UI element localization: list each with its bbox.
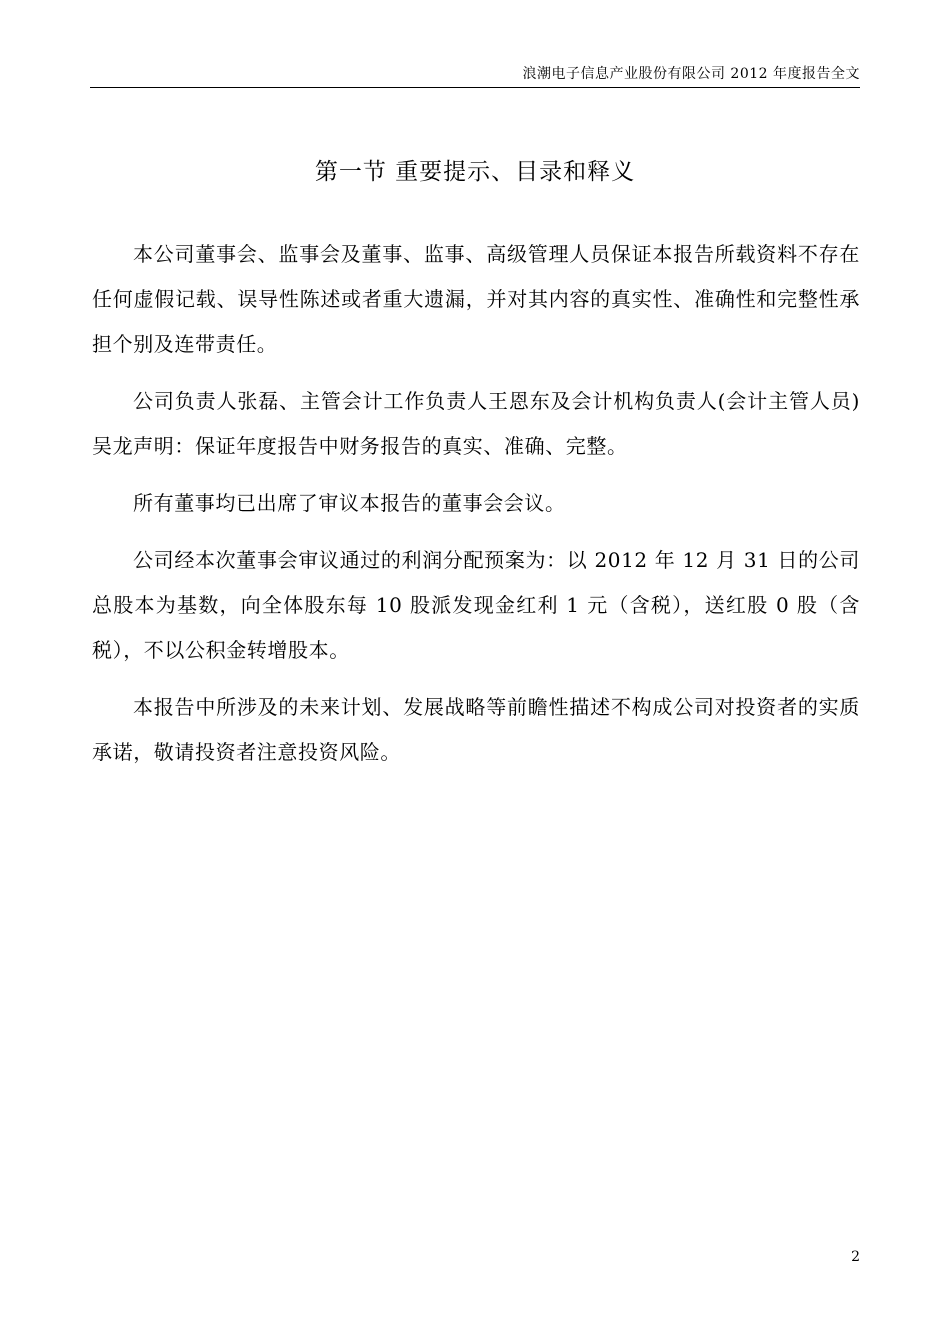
page-number: 2 [851, 1249, 860, 1265]
document-body [92, 232, 860, 787]
paragraph-risk-warning: 本报告中所涉及的未来计划、发展战略等前瞻性描述不构成公司对投资者的实质承诺，敬请投资者注意投资风险。 [92, 695, 860, 764]
paragraph-directors-attendance: 所有董事均已出席了审议本报告的董事会会议。 [133, 491, 566, 515]
running-header: 浪潮电子信息产业股份有限公司 2012 年度报告全文 [522, 66, 860, 82]
paragraph-board-guarantee: 本公司董事会、监事会及董事、监事、高级管理人员保证本报告所载资料不存在任何虚假记载、误导性陈述或者重大遗漏，并对其内容的真实性、准确性和完整性承担个别及连带责任。 [92, 242, 860, 356]
paragraph-profit-distribution: 公司经本次董事会审议通过的利润分配预案为：以 2012 年 12 月 31 日的公司总股本为基数，向全体股东每 10 股派发现金红利 1 元（含税），送红股 0 股（含税），不以公积金转增股本。 [92, 548, 860, 662]
header-divider [90, 87, 860, 88]
paragraph-responsible-persons-statement: 公司负责人张磊、主管会计工作负责人王恩东及会计机构负责人(会计主管人员)吴龙声明：保证年度报告中财务报告的真实、准确、完整。 [92, 389, 860, 458]
section-title: 第一节 重要提示、目录和释义 [314, 159, 636, 185]
